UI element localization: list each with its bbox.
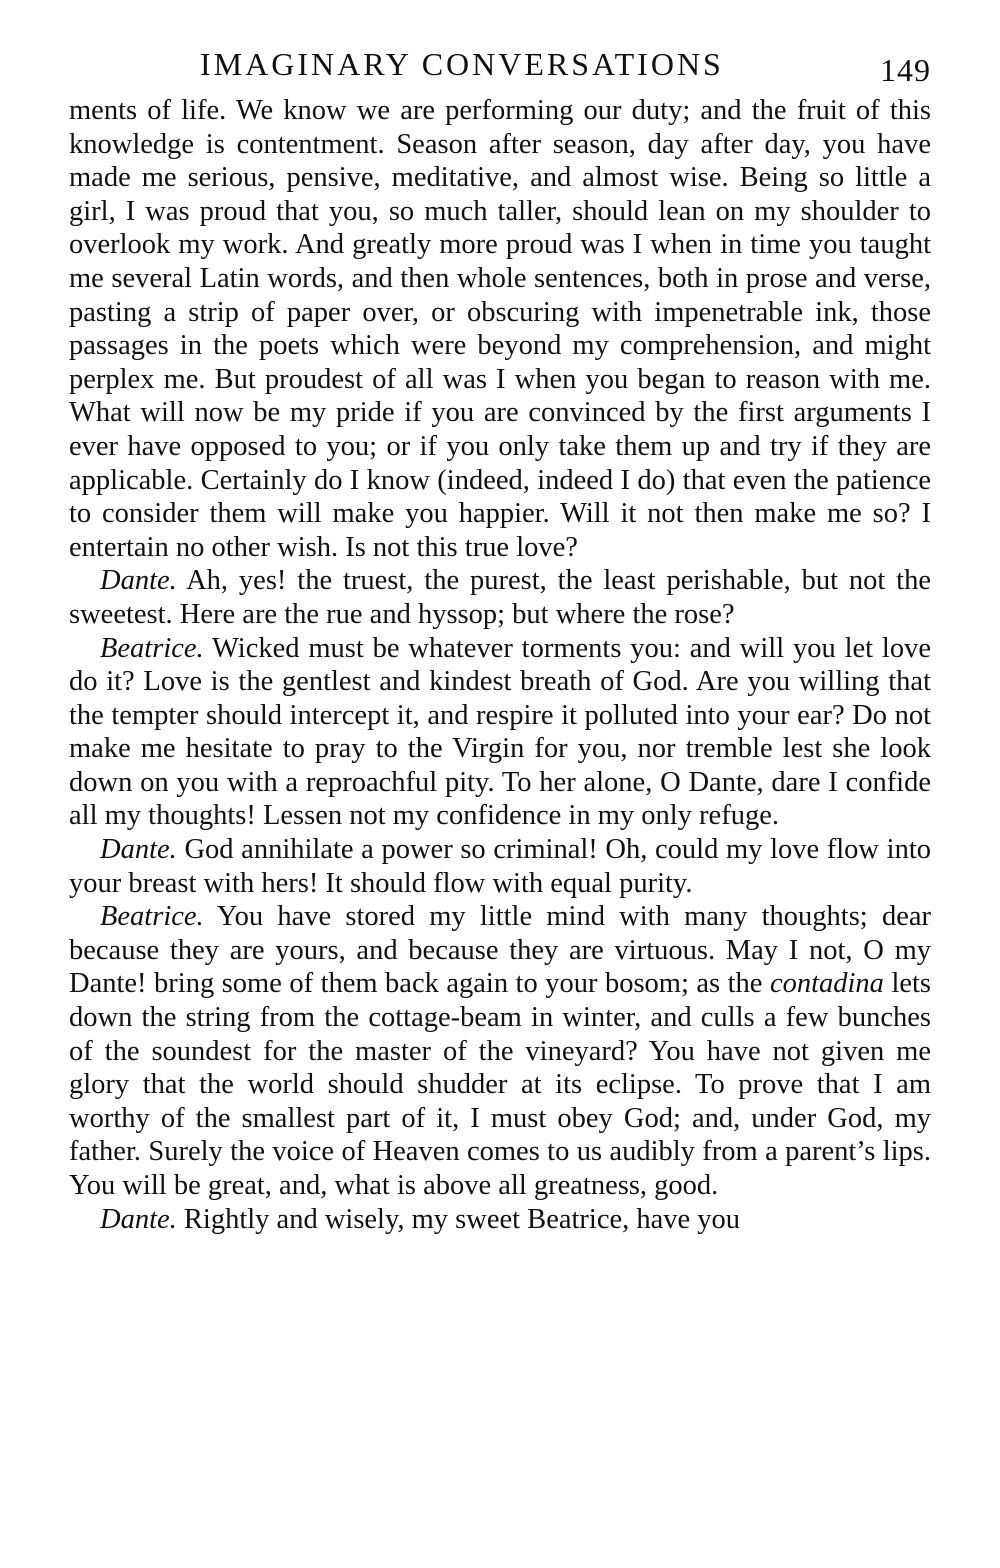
speaker-name: Beatrice. <box>100 901 204 933</box>
running-head <box>69 40 931 90</box>
paragraph-text: God annihilate a power so criminal! Oh, could my love flow into your breast with hers! It should flow with equal purity. <box>69 834 931 899</box>
paragraph-continued <box>69 94 931 564</box>
paragraph-text-after: lets down the string from the cottage-beam in winter, and culls a few bunches of the soundest for the master of the vineyard? You have not given me glory that the world should shudder at its eclipse. To prove that I am worthy of the smallest part of it, I must obey God; and, under God, my father. Surely the voice of Heaven comes to us audibly from a parent’s lips. You will be great, and, what is above all greatness, good. <box>69 968 932 1201</box>
speaker-name: Beatrice. <box>100 632 204 664</box>
speaker-name: Dante. <box>100 834 177 866</box>
paragraph-text-before: You have stored my little mind with many thoughts; dear because they are yours, and because they are virtuous. May I not, O my Dante! bring some of them back again to your bosom; as the <box>69 901 931 1000</box>
paragraph-dante-1 <box>69 564 931 631</box>
paragraph-dante-2 <box>69 833 931 900</box>
paragraph-text: Rightly and wisely, my sweet Beatrice, have you <box>183 1203 741 1235</box>
paragraph-beatrice-2 <box>69 900 931 1202</box>
paragraph-text: Wicked must be whatever torments you: and will you let love do it? Love is the gentlest and kindest breath of God. Are you willing that the tempter should intercept it, and respire it polluted into your ear? Do not make me hesitate to pray to the Virgin for you, nor tremble lest she look down on you with a reproachful pity. To her alone, O Dante, dare I confide all my thoughts! Lessen not my confidence in my only refuge. <box>69 632 931 832</box>
page-number: 149 <box>880 52 931 88</box>
book-page <box>69 40 931 1236</box>
speaker-name: Dante. <box>100 1203 177 1235</box>
paragraph-text: Ah, yes! the truest, the purest, the least perishable, but not the sweetest. Here are the rue and hyssop; but where the rose? <box>69 565 931 630</box>
paragraph-dante-3 <box>69 1203 931 1237</box>
body-text <box>69 94 931 1236</box>
paragraph-text: ments of life. We know we are performing our duty; and the fruit of this knowledge is contentment. Season after season, day after day, you have made me serious, pensive, meditative, and almost wise. Being so little a girl, I was proud that you, so much taller, should lean on my shoulder to overlook my work. And greatly more proud was I when in time you taught me several Latin words, and then whole sentences, both in prose and verse, pasting a strip of paper over, or obscuring with impenetrable ink, those passages in the poets which were beyond my comprehension, and might perplex me. But proudest of all was I when you began to reason with me. What will now be my pride if you are convinced by the first arguments I ever have opposed to you; or if you only take them up and try if they are applicable. Certainly do I know (indeed, indeed I do) that even the patience to consider them will make you happier. Will it not then make me so? I entertain no other wish. Is not this true love? <box>69 95 931 563</box>
speaker-name: Dante. <box>100 565 177 597</box>
italic-word: contadina <box>769 968 884 1000</box>
paragraph-beatrice-1 <box>69 632 931 834</box>
running-head-title: IMAGINARY CONVERSATIONS <box>200 46 724 82</box>
